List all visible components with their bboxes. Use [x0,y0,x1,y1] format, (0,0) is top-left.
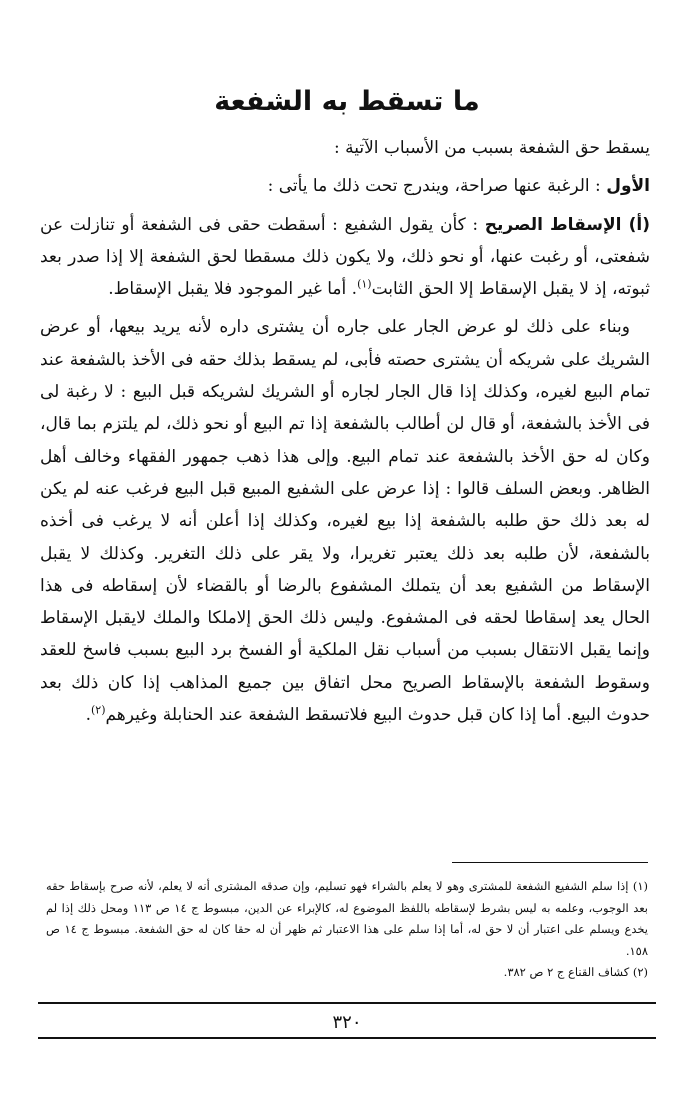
explicit-waiver-label: (أ) الإسقاط الصريح [484,214,650,235]
first-reason-paragraph [40,170,650,202]
first-reason-label: الأول [606,176,650,197]
explicit-waiver-text: : كأن يقول الشفيع : أسقطت حقى فى الشفعة أو تنازلت عن شفعتى، أو رغبت عنها، أو نحو ذلك، ولا يكون ذلك مسقطا لحق الشفعة إلا إذا صدر بعد ثبوته، إذ لا يقبل الإسقاط إلا الحق الثابت [40,214,650,300]
consequence-paragraph [40,311,650,731]
first-reason-text: : الرغبة عنها صراحة، ويندرج تحت ذلك ما يأتى : [267,176,601,197]
footnote-divider [452,862,648,863]
bottom-rule-lower [38,1037,656,1039]
bottom-rule-upper [38,1002,656,1004]
explicit-waiver-paragraph [40,209,650,306]
footnotes [46,876,648,984]
footnote-2: (٢) كشاف القناع ج ٢ ص ٣٨٢. [503,965,648,979]
consequence-text: وبناء على ذلك لو عرض الجار على جاره أن يشترى داره لأنه يريد بيعها، أو عرض الشريك على شريكه أن يشترى حصته فأبى، لم يسقط بذلك حقه فى الأخذ بالشفعة عند تمام البيع لغيره، وكذلك إذا قال الجار لجاره أو الشريك لشريكه قبل البيع : لا رغبة لى فى الأخذ بالشفعة، أو قال لن أطالب بالشفعة إذا تم البيع أو نحو ذلك، لم يلتزم بما قال، وكان له حق الأخذ بالشفعة عند تمام البيع. وإلى هذا ذهب جمهور الفقهاء وخالف أهل الظاهر. وبعض السلف قالوا : إذا عرض على الشفيع المبيع قبل البيع فرغب عنه لم يكن له بعد ذلك حق طلبه بالشفعة إذا بيع لغيره، وكذلك إذا أعلن أنه لا يرغب فى أخذه بالشفعة، لأن طلبه بعد ذلك يعتبر تغريرا، ولا يقر على ذلك التغرير. وكذلك لا يقبل الإسقاط من الشفيع بعد أن يتملك المشفوع بالرضا أو بالقضاء لأن إسقاطه فى هذا الحال يعد إسقاطا لحقه فى المشفوع. وليس ذلك الحق إلاملكا والملك لايقبل الإسقاط وإنما يقبل الانتقال بسبب من أسباب نقل الملكية أو الفسخ برد البيع بسبب فاسخ للعقد وسقوط الشفعة بالإسقاط الصريح محل اتفاق بين جميع المذاهب إذا كان ذلك بعد حدوث البيع. أما إذا كان قبل حدوث البيع فلاتسقط الشفعة عند الحنابلة وغيرهم [40,317,650,726]
footnote-ref-1[interactable]: (١) [357,277,372,291]
explicit-waiver-tail: . أما غير الموجود فلا يقبل الإسقاط. [108,279,358,300]
footnote-1: (١) إذا سلم الشفيع الشفعة للمشترى وهو لا يعلم بالشراء فهو تسليم، وإن صدقه المشترى أنه لا يعلم، لأنه صرح بإسقاط حقه بعد الوجوب، وعلمه به ليس بشرط لإسقاطه باللفظ الموضوع له، كالإبراء عن الدين، مبسوط ج ١٤ ص ١١٣ ومحل ذلك إذا لم يخدع ويسلم على اعتبار أن لا حق له، أما إذا سلم على هذا الاعتبار ثم ظهر أن له حقا كان له حق الشفعة. مبسوط ج ١٤ ص ١٥٨. [46,879,649,958]
page-number: ٣٢٠ [332,1012,362,1033]
footnote-ref-2[interactable]: (٢) [90,703,106,717]
main-text [40,132,650,737]
intro-paragraph: يسقط حق الشفعة بسبب من الأسباب الآتية : [334,138,650,158]
consequence-tail: . [85,705,91,726]
page-title: ما تسقط به الشفعة [214,86,480,117]
